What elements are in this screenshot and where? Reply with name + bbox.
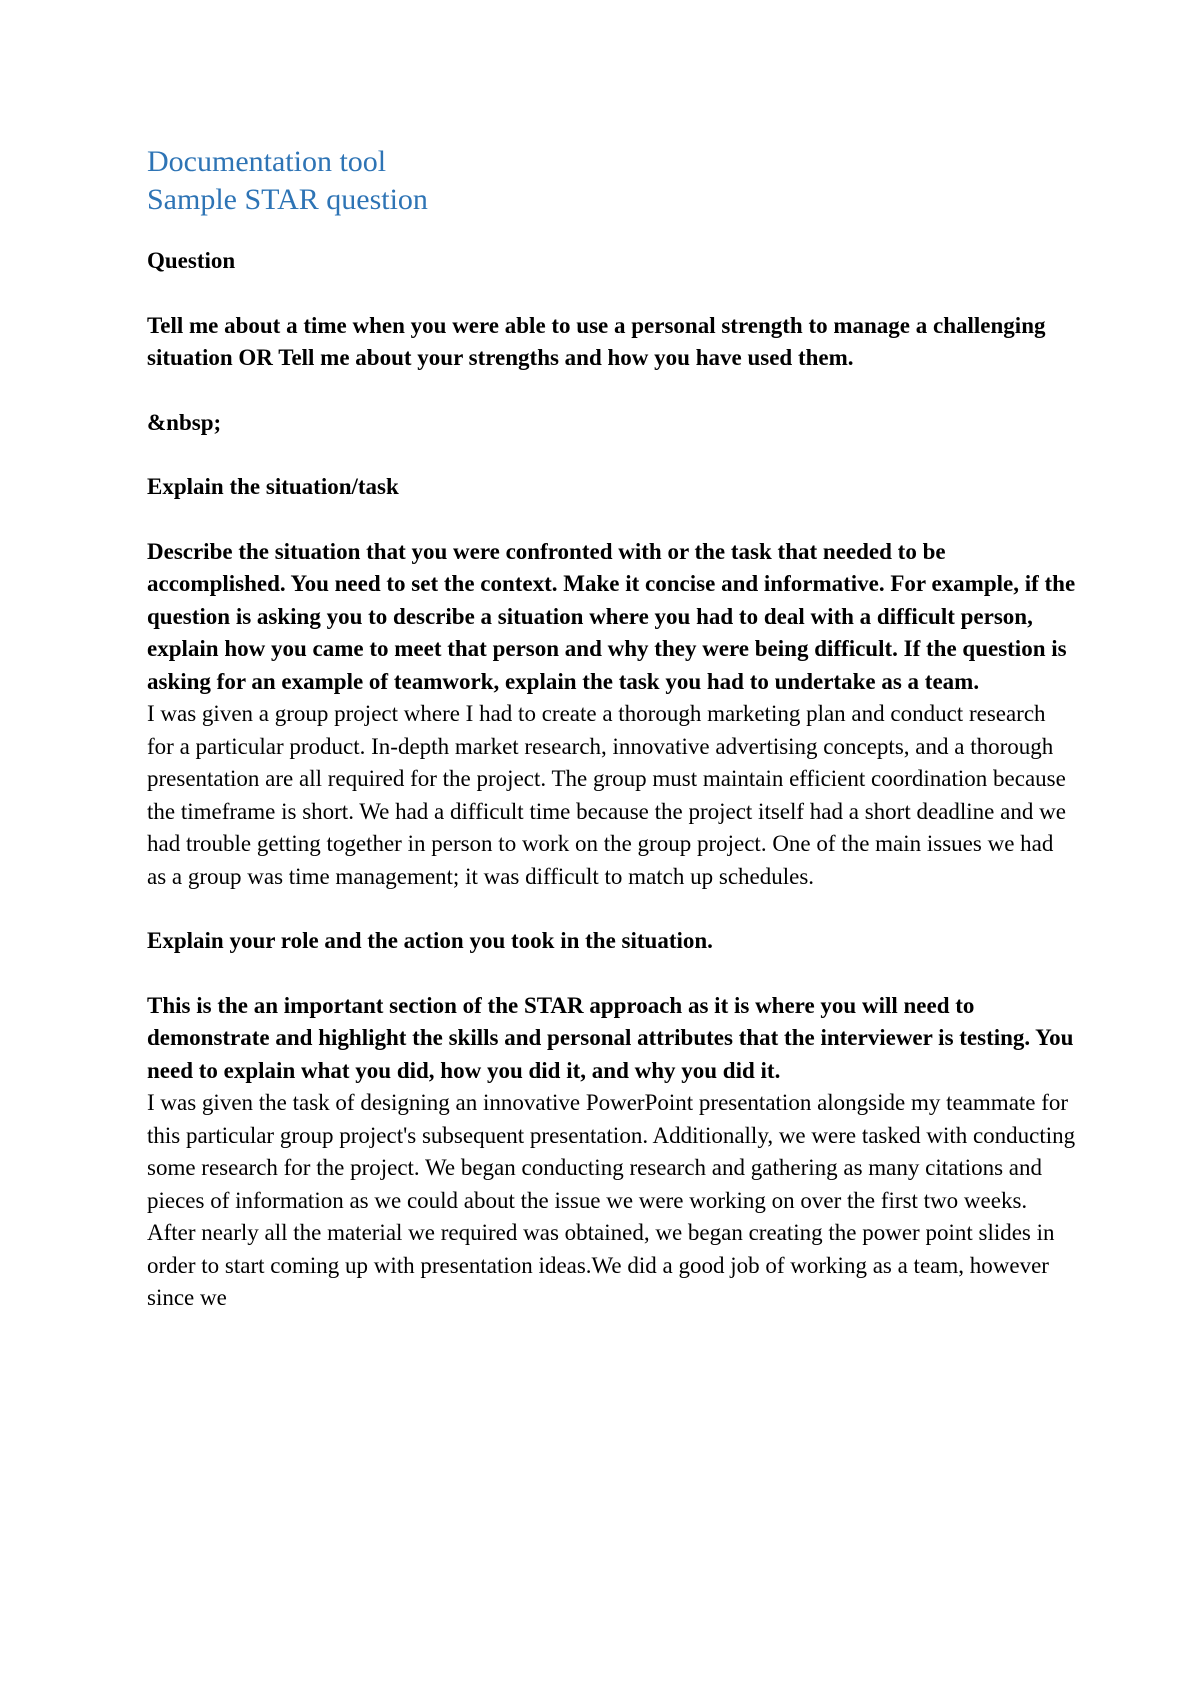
question-text: Tell me about a time when you were able to use a personal strength to manage a challenging situation OR Tell me about your strengths and how you have used them. [147, 312, 1046, 370]
document-subtitle: Sample STAR question [147, 183, 428, 216]
situation-heading: Explain the situation/task [147, 474, 399, 499]
title-block [147, 143, 1077, 219]
situation-answer: I was given a group project where I had to create a thorough marketing plan and conduct research for a particular product. In-depth market research, innovative advertising concepts, and a thorough presentation are all required for the project. The group must maintain efficient coordination because the timeframe is short. We had a difficult time because the project itself had a short deadline and we had trouble getting together in person to work on the group project. One of the main issues we had as a group was time management; it was difficult to match up schedules. [147, 701, 1066, 889]
situation-guidance: Describe the situation that you were confronted with or the task that needed to be accomplished. You need to set the context. Make it concise and informative. For example, if the question is asking you to describe a situation where you had to deal with a difficult person, explain how you came to meet that person and why they were being difficult. If the question is asking for an example of teamwork, explain the task you had to undertake as a team. [147, 538, 1076, 694]
action-heading: Explain your role and the action you took in the situation. [147, 928, 713, 953]
action-answer: I was given the task of designing an innovative PowerPoint presentation alongside my teammate for this particular group project's subsequent presentation. Additionally, we were tasked with conducting some research for the project. We began conducting research and gathering as many citations and pieces of information as we could about the issue we were working on over the first two weeks. After nearly all the material we required was obtained, we began creating the power point slides in order to start coming up with presentation ideas.We did a good job of working as a team, however since we [147, 1090, 1076, 1310]
question-heading: Question [147, 248, 236, 273]
document-page [147, 143, 1077, 1347]
document-title: Documentation tool [147, 145, 387, 178]
nbsp-artifact: &nbsp; [147, 409, 222, 435]
action-guidance: This is the an important section of the STAR approach as it is where you will need to demonstrate and highlight the skills and personal attributes that the interviewer is testing. You need to explain what you did, how you did it, and why you did it. [147, 992, 1074, 1083]
